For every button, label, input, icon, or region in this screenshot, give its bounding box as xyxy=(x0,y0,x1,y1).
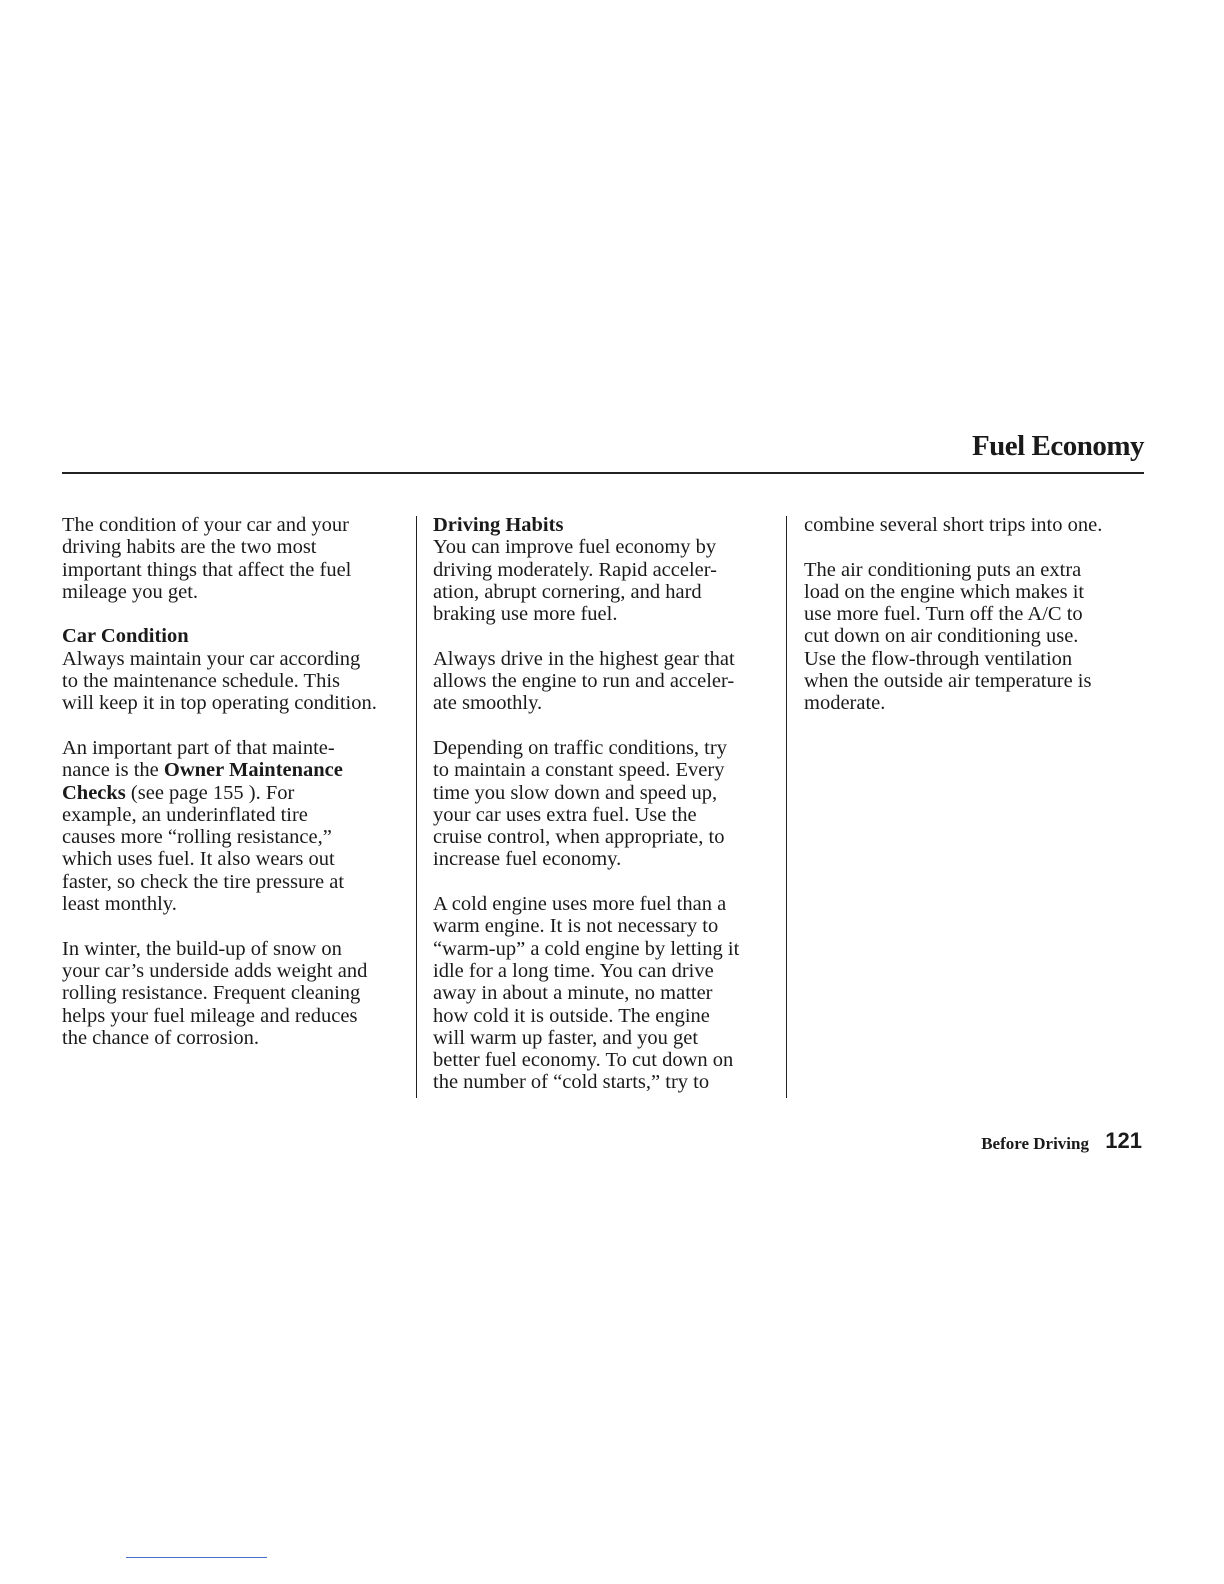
column-divider-1 xyxy=(416,516,417,1098)
highest-gear-paragraph: Always drive in the highest gear that allows the engine to run and acceler- ate smoothly. xyxy=(433,647,735,715)
page-title: Fuel Economy xyxy=(971,430,1144,462)
column-3 xyxy=(804,514,1144,737)
title-divider xyxy=(62,472,1144,474)
driving-habits-heading: Driving Habits xyxy=(433,514,564,536)
column-2 xyxy=(433,514,778,1116)
cold-engine-paragraph: A cold engine uses more fuel than a warm engine. It is not necessary to “warm-up” a cold engine by letting it idle for a long time. You can drive away in about a minute, no matter how cold it is outside. The engine will warm up faster, and you get better fuel economy. To cut down on the number of “cold starts,” try to xyxy=(433,893,740,1094)
maintenance-paragraph xyxy=(62,737,414,915)
driving-habits-paragraph: You can improve fuel economy by driving moderately. Rapid acceler- ation, abrupt cornering, and hard braking use more fuel. xyxy=(433,536,717,626)
footer-section-label: Before Driving xyxy=(981,1134,1089,1153)
column-divider-2 xyxy=(786,516,787,1098)
combine-trips-paragraph: combine several short trips into one. xyxy=(804,514,1103,536)
bottom-link-underline xyxy=(126,1557,267,1558)
car-condition-paragraph: Always maintain your car according to the maintenance schedule. This will keep it in top operating condition. xyxy=(62,647,377,715)
constant-speed-paragraph: Depending on traffic conditions, try to maintain a constant speed. Every time you slow down and speed up, your car uses extra fuel. Use the cruise control, when appropriate, to increase fuel economy. xyxy=(433,736,727,871)
maintenance-text-before: An important part of that mainte- nance is the xyxy=(62,736,335,782)
column-1 xyxy=(62,514,414,1071)
owner-maintenance-checks-link: Owner Maintenance Checks xyxy=(62,759,343,804)
air-conditioning-paragraph: The air conditioning puts an extra load on the engine which makes it use more fuel. Turn off the A/C to cut down on air conditioning use. Use the flow-through ventilation when the outside air temperature is moderate. xyxy=(804,558,1092,715)
maintenance-text-after: (see page 155 ). For example, an underinflated tire causes more “rolling resistance,” which uses fuel. It also wears out faster, so check the tire pressure at least monthly. xyxy=(62,781,345,916)
intro-paragraph: The condition of your car and your driving habits are the two most important things that affect the fuel mileage you get. xyxy=(62,514,352,603)
page-number: 121 xyxy=(1105,1128,1142,1153)
winter-paragraph: In winter, the build-up of snow on your car’s underside adds weight and rolling resistance. Frequent cleaning helps your fuel mileage and reduces the chance of corrosion. xyxy=(62,937,368,1049)
car-condition-heading: Car Condition xyxy=(62,625,189,648)
